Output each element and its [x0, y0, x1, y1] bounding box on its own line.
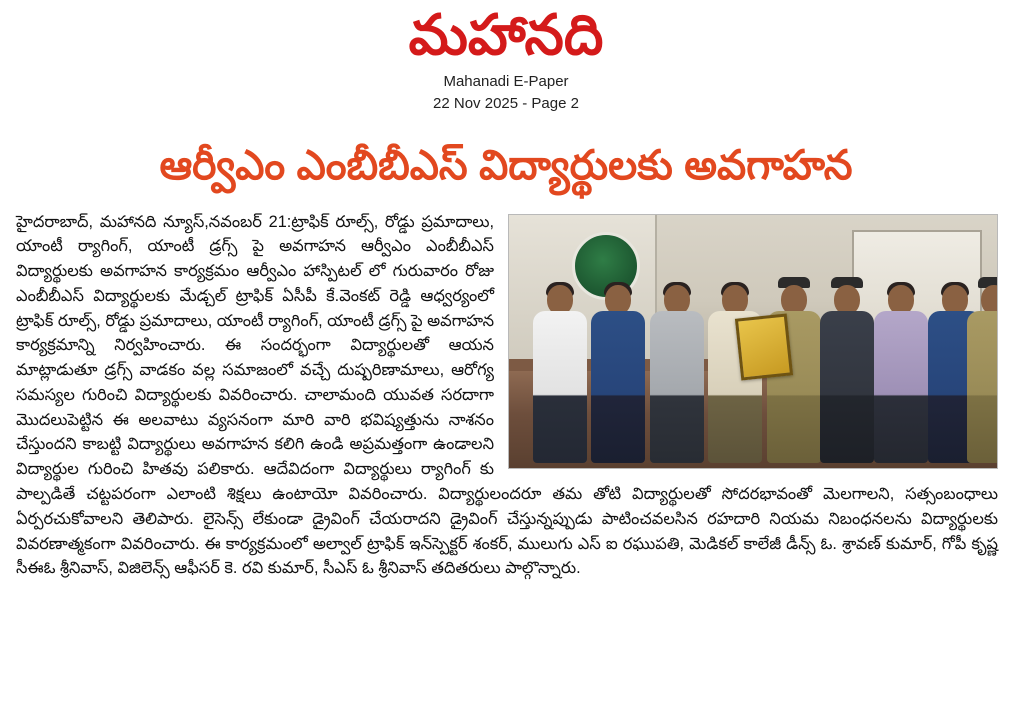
person-figure — [529, 285, 591, 462]
award-plaque-icon — [735, 313, 793, 380]
masthead — [0, 0, 1012, 114]
torso-shape — [591, 311, 645, 462]
person-figure — [587, 285, 649, 462]
date-page-label: 22 Nov 2025 - Page 2 — [433, 94, 579, 112]
person-figure — [646, 285, 708, 462]
torso-shape — [650, 311, 704, 462]
article-body-container — [0, 210, 1012, 581]
person-figure — [963, 285, 998, 462]
article-headline: ఆర్వీఎం ఎంబీబీఎస్ విద్యార్థులకు అవగాహన — [159, 142, 853, 189]
masthead-subtitle — [0, 71, 1012, 115]
torso-shape — [967, 311, 998, 462]
person-figure — [870, 285, 932, 462]
torso-shape — [820, 311, 874, 462]
edition-label: Mahanadi E-Paper — [443, 72, 569, 90]
award-presentation-photo — [508, 214, 998, 469]
torso-shape — [533, 311, 587, 462]
torso-shape — [874, 311, 928, 462]
article-paragraph: హైదరాబాద్, మహానది న్యూస్,నవంబర్ 21:ట్రాఫిక్ రూల్స్, రోడ్డు ప్రమాదాలు, యాంటీ ర్యాగింగ్, యాంటీ డ్రగ్స్ పై అవగాహన ఆర్వీఎం ఎంబీబీఎస్ విద్యార్థులకు అవగాహన కార్యక్రమం ఆర్వీఎం హాస్పిటల్ లో గురువారం రోజు ఎంబీబీఎస్ విద్యార్థులకు మేడ్చల్ ట్రాఫిక్ ఏసీపీ కే.వెంకట్ రెడ్డి ఆధ్వర్యంలో ట్రాఫిక్ రూల్స్, రోడ్డు ప్రమాదాలు, యాంటీ ర్యాగింగ్, యాంటీ డ్రగ్స్ పై అవగాహన కార్యక్రమాన్ని నిర్వహించారు. ఈ సందర్భంగా విద్యార్థులతో ఆయన మాట్లాడుతూ డ్రగ్స్ వాడకం వల్ల సమాజంలో వచ్చే దుష్పరిణామాలు, ఆరోగ్య సమస్యల గురించి విద్యార్థులకు వివరించారు. చాలామంది యువత సరదాగా మొదలుపెట్టిన ఈ అలవాటు వ్యసనంగా మారి వారి భవిష్యత్తును నాశనం చేస్తుందని కాబట్టి విద్యార్థులు అవగాహన కలిగి ఉండి అప్రమత్తంగా ఉండాలని విద్యార్థుల గురించి హితవు పలికారు. ఆదేవిదంగా విద్యార్థులు ర్యాగింగ్ కు పాల్పడితే చట్టపరంగా ఎలాంటి శిక్షలు ఉంటాయో వివరించారు. విద్యార్థులందరూ తమ తోటి విద్యార్థులతో సోదరభావంతో మెలగాలని, సత్సంబంధాలు ఏర్పరచుకోవాలని తెలిపారు. లైసెన్స్ లేకుండా డ్రైవింగ్ చేయరాదని డ్రైవింగ్ చేస్తున్నప్పుడు పాటించవలసిన రహదారి నియమ నిబంధనలను విద్యార్థులకు వివరణాత్మకంగా వివరించారు. ఈ కార్యక్రమంలో అల్వాల్ ట్రాఫిక్ ఇన్‌స్పెక్టర్ శంకర్, ములుగు ఎస్ ఐ రఘుపతి, మెడికల్ కాలేజీ డీన్స్ ఓ. శ్రావణ్ కుమార్, గోపీ కృష్ణ సీఈఓ శ్రీనివాస్, విజిలెన్స్ ఆఫీసర్ కె. రవి కుమార్, సీఎస్ ఓ శ్రీనివాస్ తదితరులు పాల్గొన్నారు. — [16, 212, 998, 578]
masthead-title: మహానది — [408, 3, 604, 66]
